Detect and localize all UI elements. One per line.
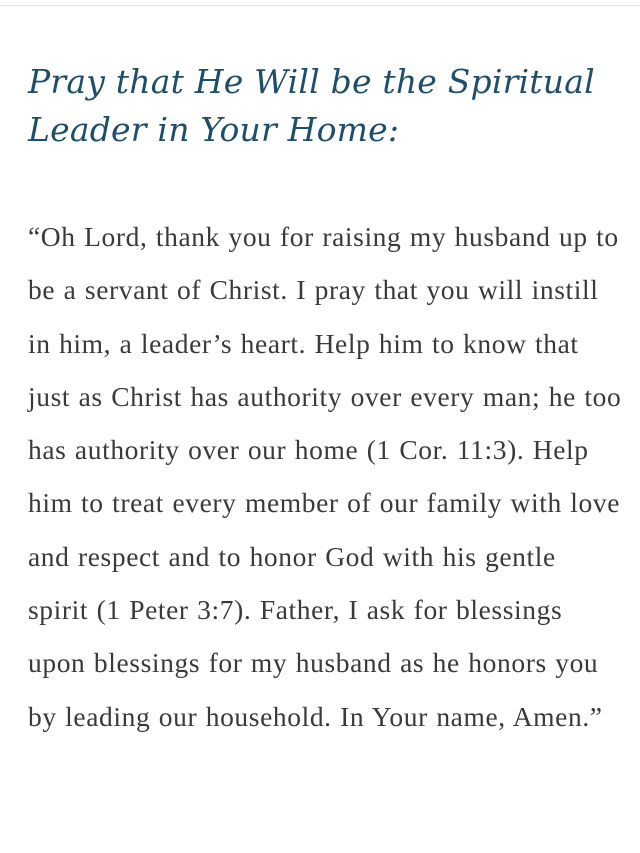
top-divider (0, 5, 640, 6)
prayer-paragraph: “Oh Lord, thank you for raising my husband up to be a servant of Christ. I pray that you will instill in him, a leader’s heart. Help him to know that just as Christ has authority over every man; he too has authority over our home (1 Cor. 11:3). Help him to treat every member of our family with love and respect and to honor God with his gentle spirit (1 Peter 3:7). Father, I ask for blessings upon blessings for my husband as he honors you by leading our household. In Your name, Amen.” (28, 221, 622, 732)
section-heading: Pray that He Will be the Spiritual Leader in Your Home: (28, 62, 595, 149)
article-section (28, 58, 624, 732)
